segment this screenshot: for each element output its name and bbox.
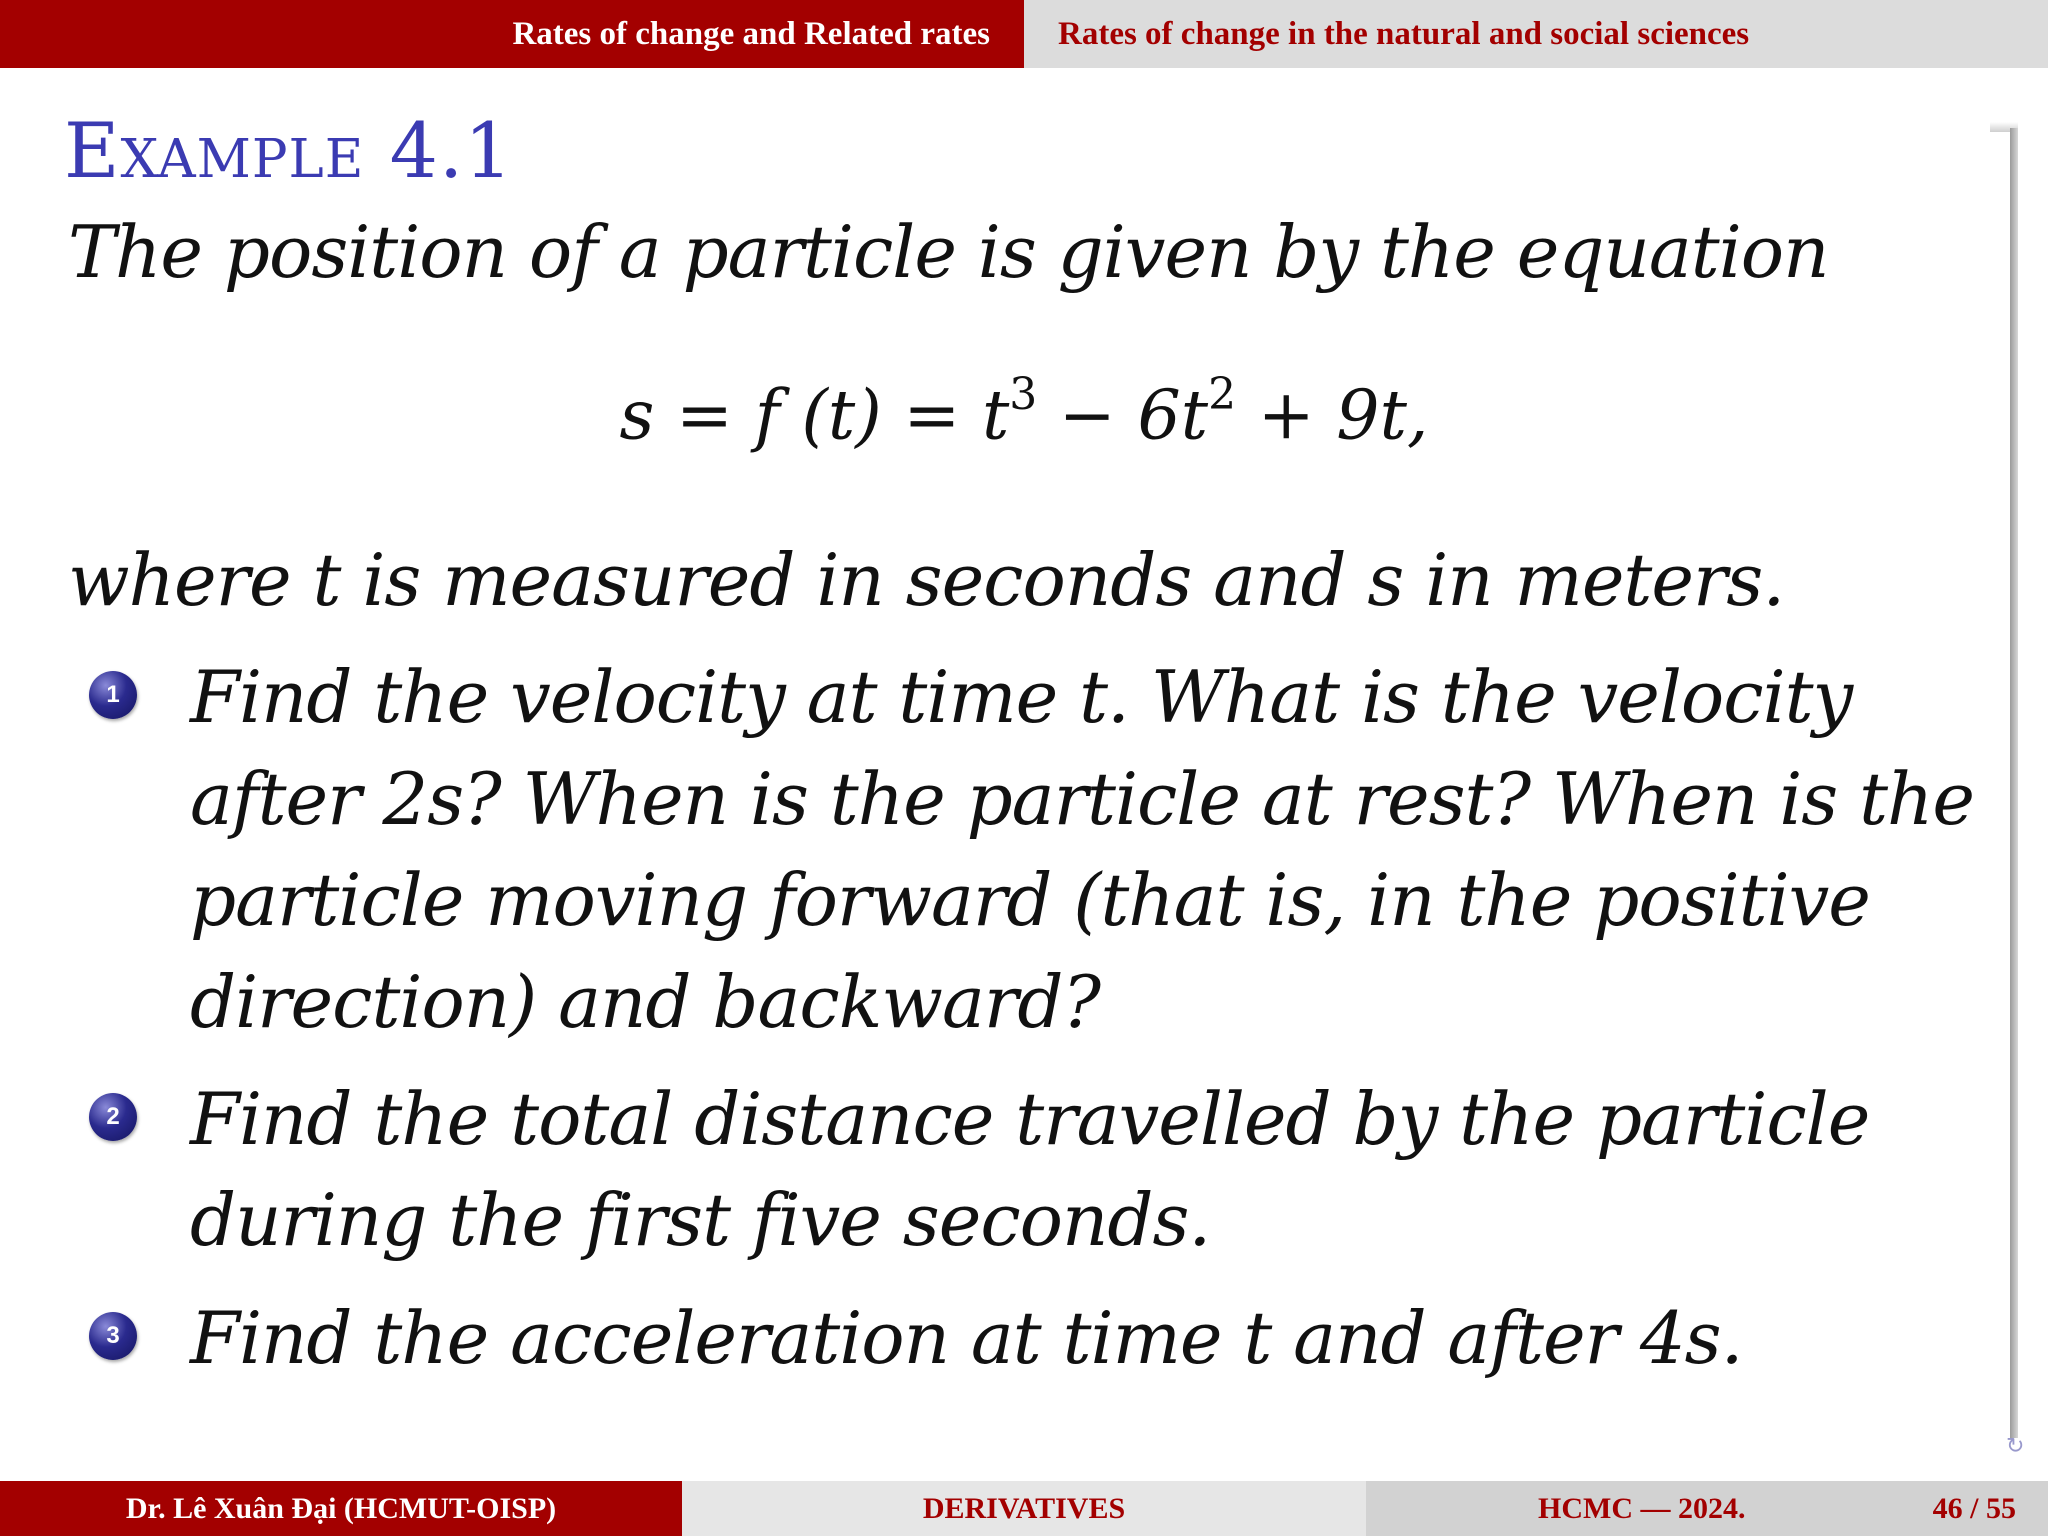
block-frame-shadow [2010, 128, 2018, 1438]
item-line: Find the acceleration at time t and after 4s. [190, 1296, 1743, 1380]
example-title-word: Example [64, 106, 365, 195]
example-title-number: 4.1 [389, 106, 514, 195]
units-text: where t is measured in seconds and s in meters. [68, 538, 1785, 622]
position-equation [0, 369, 2048, 456]
equation-exp-square: 2 [1208, 369, 1237, 420]
item-line: Find the velocity at time t. What is the velocity [190, 655, 1853, 739]
page-number: 46 / 55 [1932, 1491, 2016, 1525]
example-title [64, 106, 513, 195]
item-line: Find the total distance travelled by the particle [190, 1077, 1870, 1161]
footer-bar [0, 1481, 2048, 1536]
footer-place: HCMC — 2024. [1538, 1491, 1746, 1525]
numbered-bullet-icon: 3 [89, 1312, 137, 1360]
item-line: during the first five seconds. [190, 1178, 1211, 1262]
header-subsection: Rates of change in the natural and social sciences [1024, 0, 2048, 68]
item-line: direction) and backward? [190, 960, 1101, 1044]
numbered-bullet-icon: 2 [89, 1093, 137, 1141]
footer-author: Dr. Lê Xuân Đại (HCMUT-OISP) [0, 1481, 682, 1536]
numbered-bullet-icon: 1 [89, 671, 137, 719]
footer-topic: DERIVATIVES [682, 1481, 1366, 1536]
equation-rhs: + 9t, [1236, 376, 1429, 456]
footer-right [1366, 1481, 2048, 1536]
header-section: Rates of change and Related rates [0, 0, 1024, 68]
equation-mid: − 6t [1037, 376, 1209, 456]
navigation-icon[interactable]: ↻ [2006, 1434, 2025, 1459]
equation-lhs: s = f (t) = t [619, 376, 1010, 456]
intro-text: The position of a particle is given by the equation [68, 210, 1829, 294]
item-line: after 2s? When is the particle at rest? When is the [190, 757, 1974, 841]
equation-exp-cube: 3 [1009, 369, 1038, 420]
header-bar [0, 0, 2048, 68]
item-line: particle moving forward (that is, in the positive [190, 858, 1870, 942]
